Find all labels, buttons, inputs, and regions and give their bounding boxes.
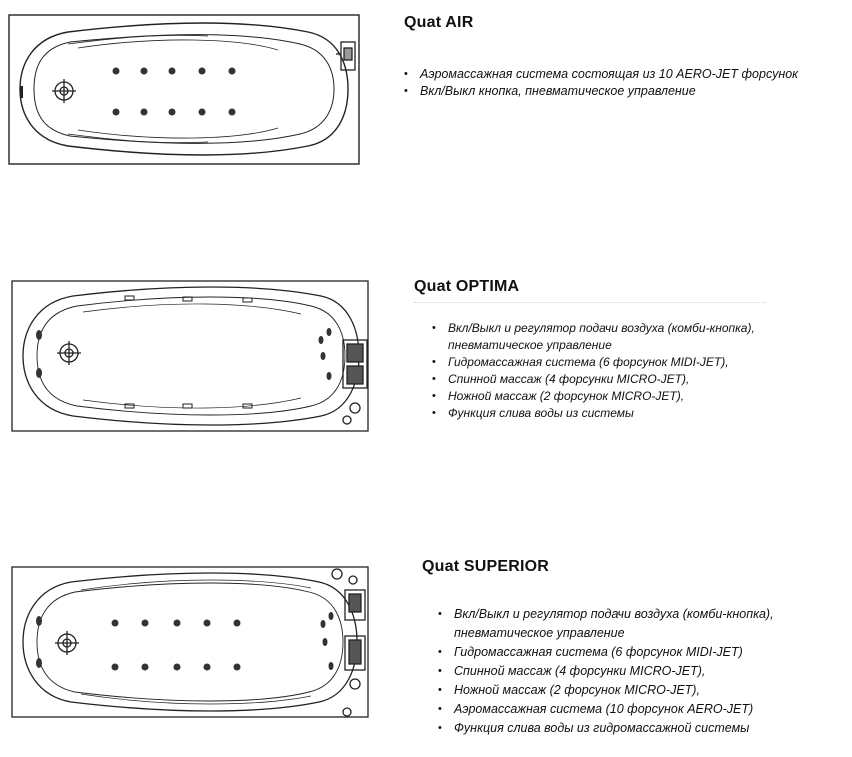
- tub-diagram-superior: [11, 566, 371, 724]
- bullet-icon: •: [432, 390, 436, 402]
- feature-item: • Функция слива воды из системы: [432, 406, 634, 420]
- feature-item: • Аэромассажная система состоящая из 10 AERO-JET форсунок: [404, 67, 799, 81]
- bullet-icon: •: [438, 684, 442, 696]
- tub-diagram-air: [8, 14, 360, 166]
- bullet-icon: •: [438, 665, 442, 677]
- feature-item: • Аэромассажная система (10 форсунок AERO-JET): [438, 700, 849, 719]
- feature-item: • Вкл/Выкл кнопка, пневматическое управление: [404, 84, 696, 98]
- midi-jet-icon: [125, 296, 252, 408]
- feature-item: • Ножной массаж (2 форсунок MICRO-JET),: [432, 389, 685, 403]
- feature-item: • Спинной массаж (4 форсунки MICRO-JET),: [432, 372, 690, 386]
- bullet-icon: •: [432, 322, 436, 334]
- drain-icon: [52, 79, 76, 103]
- bullet-icon: •: [432, 356, 436, 368]
- feature-list-optima: [432, 320, 848, 422]
- tub-inner-rim: [20, 23, 348, 155]
- control-block-icon: [343, 340, 367, 424]
- feature-list-superior: [438, 605, 849, 738]
- bullet-icon: •: [438, 608, 442, 620]
- bullet-icon: •: [438, 703, 442, 715]
- bullet-icon: •: [432, 373, 436, 385]
- aero-jet-icon: [113, 68, 236, 116]
- feature-item: • Функция слива воды из гидромассажной системы: [438, 719, 849, 738]
- feature-item: • Вкл/Выкл и регулятор подачи воздуха (комби-кнопка), пневматическое управление: [432, 321, 755, 352]
- drain-icon: [57, 341, 81, 365]
- feature-item: • Гидромассажная система (6 форсунок MIDI-JET): [438, 643, 849, 662]
- feature-list-air: [404, 66, 798, 100]
- tub-inner-rim: [23, 573, 357, 711]
- bullet-icon: •: [404, 68, 408, 80]
- feature-item: • Вкл/Выкл и регулятор подачи воздуха (комби-кнопка), пневматическое управление: [438, 607, 774, 640]
- product-title-air: Quat AIR: [404, 14, 474, 31]
- aero-jet-icon: [112, 620, 241, 671]
- bullet-icon: •: [438, 722, 442, 734]
- micro-jet-icon: [36, 328, 332, 380]
- product-title-superior: Quat SUPERIOR: [422, 558, 550, 575]
- title-divider: [414, 302, 766, 303]
- bullet-icon: •: [432, 407, 436, 419]
- feature-item: • Гидромассажная система (6 форсунок MIDI-JET),: [432, 355, 729, 369]
- feature-item: • Ножной массаж (2 форсунок MICRO-JET),: [438, 681, 849, 700]
- micro-jet-icon: [36, 612, 334, 670]
- tub-outline: [12, 567, 368, 717]
- bullet-icon: •: [438, 646, 442, 658]
- bullet-icon: •: [404, 85, 408, 97]
- tub-outline: [9, 15, 359, 164]
- tub-diagram-optima: [11, 280, 371, 434]
- feature-item: • Спинной массаж (4 форсунки MICRO-JET),: [438, 662, 849, 681]
- drain-icon: [55, 631, 79, 655]
- product-title-optima: Quat OPTIMA: [414, 278, 520, 295]
